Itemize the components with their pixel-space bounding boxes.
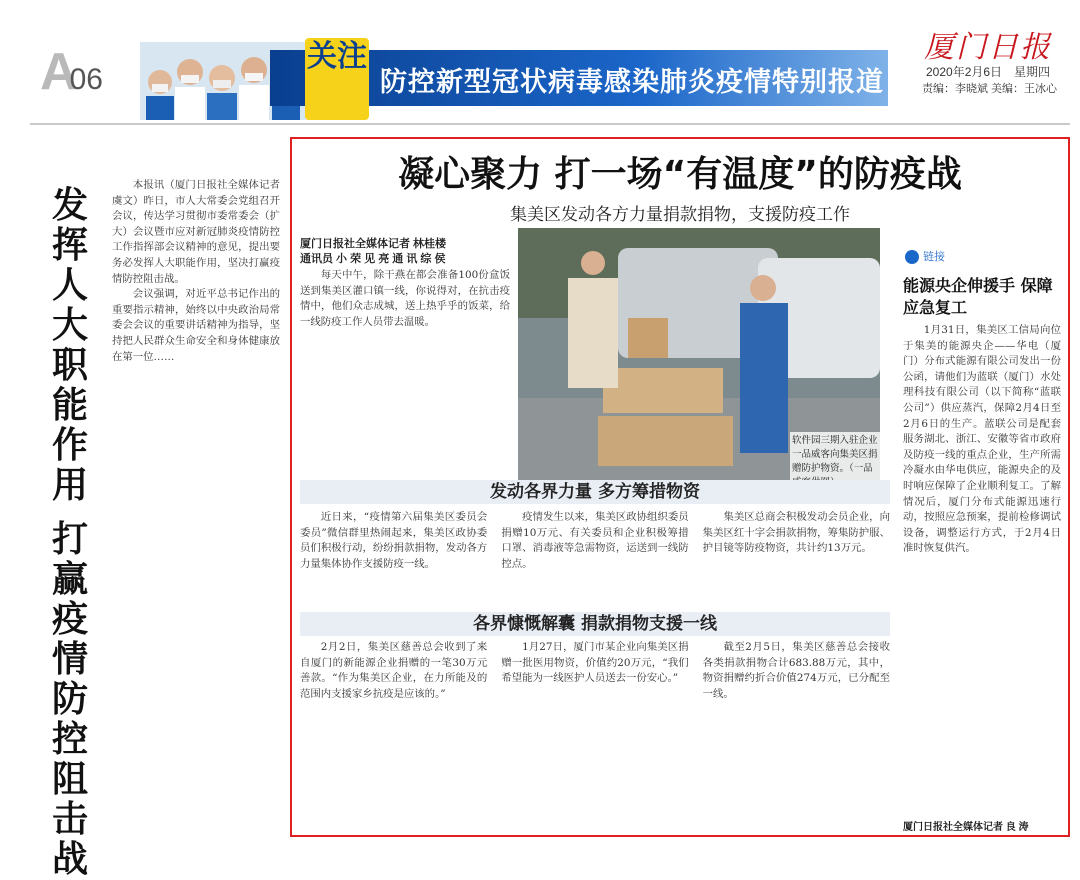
page-number: [40, 42, 103, 102]
section2-text-a: 2月2日，集美区慈善总会收到了来自厦门的新能源企业捐赠的一笔30万元善款。“作为集美区企业，在力所能及的范围内支援家乡抗疫是应该的。”: [300, 641, 488, 700]
section1-body: [300, 510, 890, 610]
section1-text-c: 集美区总商会积极发动会员企业，向集美区红十字会捐款捐物，筹集防护服、护目镜等防疫物资，共计约13万元。: [702, 511, 890, 555]
sidebar-byline: 厦门日报社全媒体记者 良 涛: [903, 822, 1029, 833]
header-divider: [30, 123, 1070, 125]
section2-text-c: 截至2月5日，集美区慈善总会接收各类捐款捐物合计683.88万元，其中，物资捐赠约折合价值274万元，已分配至一线。: [702, 641, 890, 700]
left-title-line1: 发挥人大职能作用: [52, 184, 89, 506]
section1-col-c: [703, 510, 890, 610]
left-title-line2: 打赢疫情防控阻击战: [52, 518, 89, 880]
main-lead-text: 每天中午，除干燕在都会准备100份盒饭送到集美区灌口镇一线，你说得对，在抗击疫情中，他们众志成城，送上热乎乎的饭菜，给一线防疫工作人员带去温暖。: [300, 269, 510, 328]
link-tag: [905, 248, 945, 264]
section2-title: 各界慷慨解囊 捐款捐物支援一线: [300, 612, 890, 636]
sidebar-body: [903, 323, 1061, 813]
left-article-title: [52, 185, 90, 879]
left-body-lead: 本报讯（厦门日报社全媒体记者 虞文）昨日，市人大常委会党组召开会议，传达学习贯彻市委常委会（扩大）会议暨市应对新冠肺炎疫情防控工作指挥部会议精神的意见，提出要务必发挥人大职能作用，坚决打赢疫情防控阻击战。: [112, 179, 280, 285]
main-headline: 凝心聚力 打一场“有温度”的防疫战: [398, 154, 962, 195]
page-num: 06: [69, 63, 103, 96]
main-article-lead: [300, 268, 510, 468]
section2-col-a: [300, 640, 487, 830]
section2-col-b: [501, 640, 688, 830]
section1-text-a: 近日来，“疫情第六届集美区委员会委员”微信群里热闹起来，集美区政协委员们积极行动，纷纷捐款捐物，发动各方力量集体协作支援防疫一线。: [300, 511, 488, 570]
section1-title: 发动各界力量 多方筹措物资: [300, 480, 890, 504]
issue-editors: 责编：李晓斌 美编：王冰心: [922, 83, 1058, 95]
photo-caption: 软件园三期入驻企业一品威客向集美区捐赠防护物资。（一品: [790, 432, 884, 492]
byline-correspondent: 通讯员 小 荣 见 亮 通 讯 综 侯: [300, 253, 446, 265]
section1-text-b: 疫情发生以来，集美区政协组织委员捐赠10万元、有关委员和企业积极筹措口罩、消毒液等急需物资，运送到一线防控点。: [501, 511, 689, 570]
main-subheadline: 集美区发动各方力量捐款捐物，支援防疫工作: [510, 205, 850, 225]
section1-col-b: [501, 510, 688, 610]
section1-col-a: [300, 510, 487, 610]
section2-col-c: [703, 640, 890, 830]
sidebar-headline: 能源央企伸援手 保障应急复工: [903, 276, 1053, 317]
section-label: 关注: [305, 38, 369, 120]
section2-text-b: 1月27日，厦门市某企业向集美区捐赠一批医用物资，价值约20万元，“我们希望能为一线医护人员送去一份安心。”: [501, 641, 689, 685]
banner-title: 防控新型冠状病毒感染肺炎疫情特别报道: [380, 67, 884, 98]
issue-date: 2020年2月6日 星期四: [926, 65, 1051, 79]
page-letter: A: [40, 43, 78, 101]
left-article-body: [112, 178, 280, 838]
link-icon: [905, 250, 919, 264]
left-body-more: 会议强调，对近平总书记作出的重要指示精神，始终以中央政治局常委会会议的重要讲话精神为指导，坚持把人民群众生命安全和身体健康放在第一位……: [112, 288, 280, 363]
masthead-logo: 厦门日报: [924, 30, 1052, 65]
section2-body: [300, 640, 890, 830]
byline-reporter: 厦门日报社全媒体记者 林桂楼: [300, 238, 447, 250]
sidebar-text: 1月31日，集美区工信局向位于集美的能源央企——华电（厦门）分布式能源有限公司发出一份公函，请他们为蓝联（厦门）水处理科技有限公司（以下简称“蓝联公司”）供应蒸汽，保障2月4日至2月6日的生产。蓝联公司是配套服务湖北、浙江、安徽等省市政府及防疫一线的重点企业，生产所需冷凝水由华电供应，能源央企的及时响应保障了企业顺利复工。了解情况后，厦门分布式能源迅速行动，按照应急预案，提前检修调试设备，调整运行方式，于2月4日准时恢复供汽。: [903, 324, 1061, 555]
link-tag-label: 链接: [923, 250, 945, 263]
